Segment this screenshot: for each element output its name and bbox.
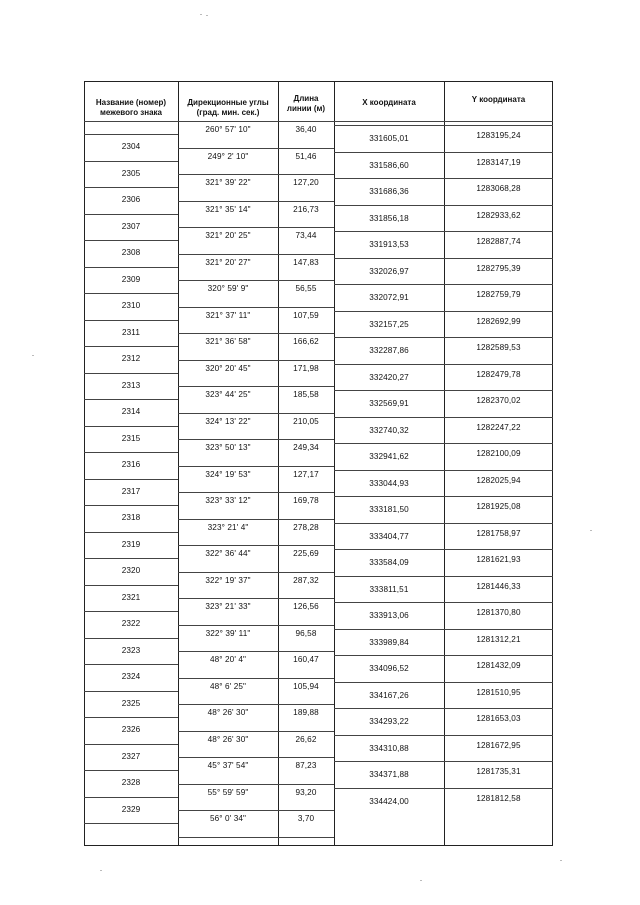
segment-length: 171,98: [293, 363, 319, 373]
point-x: 334293,22: [369, 717, 409, 726]
segment-angle: 45° 37' 54": [207, 761, 249, 770]
segment-length: 51,46: [295, 151, 317, 161]
segment-divider: [178, 837, 334, 838]
header-x: X координата: [362, 98, 416, 107]
segment-length: 225,69: [293, 549, 319, 558]
point-name: 2309: [121, 274, 141, 284]
name-divider: [84, 585, 178, 586]
point-y: 1281370,80: [476, 608, 521, 617]
name-divider: [84, 240, 178, 241]
segment-angle: 322° 39' 11": [205, 628, 251, 638]
point-name: 2311: [121, 327, 140, 337]
segment-length: 185,58: [293, 390, 319, 399]
segment-divider: [178, 625, 334, 626]
point-name: 2312: [121, 354, 141, 363]
segment-length: 127,20: [293, 178, 319, 187]
coordinate-divider: [334, 337, 553, 338]
point-name: 2314: [121, 407, 141, 416]
segment-divider: [178, 148, 334, 149]
segment-divider: [178, 174, 334, 175]
coordinate-divider: [334, 629, 553, 630]
point-name: 2326: [121, 725, 141, 734]
name-divider: [84, 664, 178, 665]
point-name: 2327: [121, 751, 141, 761]
segment-angle: 323° 44' 25": [205, 390, 251, 399]
column-divider: [444, 81, 445, 846]
name-divider: [84, 452, 178, 453]
segment-length: 169,78: [293, 496, 319, 505]
point-y: 1281758,97: [476, 528, 521, 538]
point-y: 1281735,31: [476, 767, 521, 776]
point-name: 2320: [121, 566, 141, 575]
point-x: 331856,18: [369, 213, 409, 223]
point-y: 1281925,08: [476, 502, 521, 511]
point-name: 2308: [121, 248, 141, 257]
coordinate-divider: [334, 761, 553, 762]
segment-angle: 48° 6' 25": [209, 681, 247, 691]
coordinate-divider: [334, 152, 553, 153]
point-x: 333989,84: [369, 637, 409, 647]
segment-length: 56,55: [295, 284, 317, 293]
point-name: 2305: [121, 168, 141, 178]
segment-length: 249,34: [293, 443, 319, 452]
name-divider: [84, 717, 178, 718]
coordinate-divider: [334, 205, 553, 206]
segment-length: 96,58: [295, 628, 317, 638]
segment-length: 87,23: [295, 761, 317, 770]
name-divider: [84, 744, 178, 745]
name-divider: [84, 691, 178, 692]
point-y: 1281312,21: [476, 634, 521, 644]
coordinate-divider: [334, 496, 553, 497]
segment-divider: [178, 545, 334, 546]
point-x: 332157,25: [369, 319, 409, 329]
name-divider: [84, 187, 178, 188]
segment-angle: 324° 13' 22": [205, 416, 251, 426]
coordinate-divider: [334, 178, 553, 179]
segment-length: 107,59: [293, 310, 319, 320]
point-x: 333584,09: [369, 558, 409, 567]
segment-divider: [178, 307, 334, 308]
name-divider: [84, 399, 178, 400]
point-x: 331913,53: [369, 240, 409, 249]
segment-divider: [178, 519, 334, 520]
coordinate-divider: [334, 364, 553, 365]
point-name: 2329: [121, 804, 141, 814]
segment-divider: [178, 572, 334, 573]
segment-length: 160,47: [293, 655, 319, 664]
segment-length: 278,28: [293, 522, 319, 532]
name-divider: [84, 638, 178, 639]
name-divider: [84, 558, 178, 559]
point-y: 1281672,95: [476, 740, 521, 750]
name-divider: [84, 267, 178, 268]
segment-divider: [178, 439, 334, 440]
segment-divider: [178, 678, 334, 679]
segment-length: 189,88: [293, 708, 319, 717]
segment-angle: 323° 50' 13": [205, 443, 251, 452]
coordinate-divider: [334, 443, 553, 444]
segment-angle: 48° 20' 4": [209, 655, 247, 664]
coordinate-divider: [334, 576, 553, 577]
name-divider: [84, 161, 178, 162]
coordinate-divider: [334, 417, 553, 418]
coordinate-divider: [334, 735, 553, 736]
segment-divider: [178, 333, 334, 334]
point-x: 334371,88: [369, 770, 409, 779]
point-x: 332072,91: [369, 293, 409, 302]
header-y: Y координата: [471, 95, 526, 104]
segment-angle: 320° 20' 45": [205, 363, 251, 373]
point-y: 1282100,09: [476, 449, 521, 458]
name-divider: [84, 320, 178, 321]
segment-divider: [178, 360, 334, 361]
point-y: 1281446,33: [476, 581, 521, 591]
point-name: 2315: [121, 433, 141, 443]
point-y: 1281621,93: [476, 555, 521, 564]
point-x: 332287,86: [369, 346, 409, 355]
point-x: 333044,93: [369, 478, 409, 488]
point-x: 334424,00: [369, 796, 409, 806]
point-x: 333404,77: [369, 531, 409, 541]
segment-angle: 321° 35' 14": [205, 204, 251, 214]
header-angle: Дирекционные углы (град. мин. сек.): [187, 98, 269, 117]
segment-divider: [178, 731, 334, 732]
point-x: 332740,32: [369, 425, 409, 435]
segment-angle: 48° 26' 30": [207, 708, 249, 717]
segment-angle: 320° 59' 9": [207, 284, 249, 293]
segment-length: 73,44: [295, 231, 317, 240]
point-y: 1282933,62: [476, 210, 521, 220]
point-name: 2304: [121, 142, 141, 151]
point-name: 2310: [121, 301, 141, 310]
coordinate-divider: [334, 788, 553, 789]
point-name: 2324: [121, 672, 141, 681]
point-y: 1282370,02: [476, 396, 521, 405]
segment-length: 147,83: [293, 257, 319, 267]
segment-length: 26,62: [295, 734, 317, 744]
segment-angle: 323° 21' 33": [205, 602, 251, 611]
segment-angle: 322° 19' 37": [205, 575, 251, 585]
segment-angle: 324° 19' 53": [205, 469, 251, 479]
name-divider: [84, 770, 178, 771]
point-name: 2323: [121, 645, 141, 655]
point-x: 332569,91: [369, 399, 409, 408]
segment-divider: [178, 413, 334, 414]
segment-length: 287,32: [293, 575, 319, 585]
coordinate-divider: [334, 602, 553, 603]
coordinate-divider: [334, 390, 553, 391]
segment-divider: [178, 227, 334, 228]
point-x: 334096,52: [369, 664, 409, 673]
segment-angle: 260° 57' 10": [205, 125, 251, 134]
coordinate-divider: [334, 284, 553, 285]
segment-angle: 321° 36' 58": [205, 337, 251, 346]
point-name: 2328: [121, 778, 141, 787]
segment-divider: [178, 466, 334, 467]
segment-angle: 321° 37' 11": [205, 310, 251, 320]
segment-angle: 249° 2' 10": [207, 151, 249, 161]
segment-divider: [178, 704, 334, 705]
header-length: Длина линии (м): [286, 94, 326, 113]
point-x: 331605,01: [369, 134, 409, 143]
segment-angle: 321° 20' 25": [205, 231, 251, 240]
point-name: 2325: [121, 698, 141, 708]
point-x: 333181,50: [369, 505, 409, 514]
segment-angle: 321° 20' 27": [205, 257, 251, 267]
point-y: 1282589,53: [476, 343, 521, 352]
segment-divider: [178, 386, 334, 387]
point-name: 2316: [121, 460, 141, 469]
coordinate-divider: [334, 125, 553, 126]
point-x: 332420,27: [369, 372, 409, 382]
segment-divider: [178, 810, 334, 811]
segment-angle: 323° 33' 12": [205, 496, 251, 505]
point-y: 1281653,03: [476, 714, 521, 723]
point-name: 2307: [121, 221, 141, 231]
coordinate-divider: [334, 470, 553, 471]
segment-length: 216,73: [293, 204, 319, 214]
segment-angle: 322° 36' 44": [205, 549, 251, 558]
segment-length: 127,17: [293, 469, 319, 479]
point-y: 1282692,99: [476, 316, 521, 326]
point-x: 334167,26: [369, 690, 409, 700]
point-y: 1282795,39: [476, 263, 521, 273]
segment-angle: 323° 21' 4": [207, 522, 249, 532]
name-divider: [84, 426, 178, 427]
point-y: 1283195,24: [476, 131, 521, 140]
point-name: 2306: [121, 195, 141, 204]
coordinate-divider: [334, 311, 553, 312]
name-divider: [84, 373, 178, 374]
segment-length: 210,05: [293, 416, 319, 426]
point-y: 1283068,28: [476, 184, 521, 193]
coordinate-divider: [334, 682, 553, 683]
name-divider: [84, 134, 178, 135]
segment-divider: [178, 492, 334, 493]
segment-angle: 55° 59' 59": [207, 787, 249, 797]
coordinate-divider: [334, 523, 553, 524]
point-y: 1281432,09: [476, 661, 521, 670]
point-x: 331586,60: [369, 160, 409, 170]
point-y: 1282025,94: [476, 475, 521, 485]
coordinate-divider: [334, 708, 553, 709]
segment-divider: [178, 201, 334, 202]
segment-angle: 56° 0' 34": [209, 814, 247, 823]
point-name: 2313: [121, 380, 141, 390]
header-name: Название (номер) межевого знака: [95, 98, 167, 117]
segment-length: 126,56: [293, 602, 319, 611]
coordinate-divider: [334, 549, 553, 550]
segment-divider: [178, 598, 334, 599]
segment-divider: [178, 254, 334, 255]
point-y: 1282479,78: [476, 369, 521, 379]
point-y: 1282247,22: [476, 422, 521, 432]
segment-divider: [178, 784, 334, 785]
coordinate-divider: [334, 258, 553, 259]
segment-angle: 321° 39' 22": [205, 178, 251, 187]
point-x: 332026,97: [369, 266, 409, 276]
point-y: 1282887,74: [476, 237, 521, 246]
segment-length: 3,70: [297, 814, 315, 823]
name-divider: [84, 505, 178, 506]
point-y: 1282759,79: [476, 290, 521, 299]
point-x: 333811,51: [369, 584, 409, 594]
name-divider: [84, 532, 178, 533]
name-divider: [84, 293, 178, 294]
point-x: 332941,62: [369, 452, 409, 461]
point-name: 2319: [121, 539, 141, 549]
segment-divider: [178, 757, 334, 758]
segment-length: 166,62: [293, 337, 319, 346]
point-y: 1281812,58: [476, 793, 521, 803]
name-divider: [84, 346, 178, 347]
coordinate-divider: [334, 231, 553, 232]
name-divider: [84, 611, 178, 612]
name-divider: [84, 823, 178, 824]
segment-length: 36,40: [295, 125, 317, 134]
segment-length: 93,20: [295, 787, 317, 797]
segment-divider: [178, 651, 334, 652]
point-name: 2322: [121, 619, 141, 628]
row-divider: [84, 121, 553, 122]
point-x: 331686,36: [369, 187, 409, 196]
point-x: 333913,06: [369, 611, 409, 620]
segment-angle: 48° 26' 30": [207, 734, 249, 744]
point-name: 2321: [121, 592, 141, 602]
name-divider: [84, 797, 178, 798]
segment-divider: [178, 280, 334, 281]
name-divider: [84, 214, 178, 215]
coordinate-divider: [334, 655, 553, 656]
point-name: 2318: [121, 513, 141, 522]
name-divider: [84, 479, 178, 480]
point-x: 334310,88: [369, 743, 409, 753]
point-name: 2317: [121, 486, 141, 496]
point-y: 1281510,95: [476, 687, 521, 697]
segment-length: 105,94: [293, 681, 319, 691]
point-y: 1283147,19: [476, 157, 521, 167]
